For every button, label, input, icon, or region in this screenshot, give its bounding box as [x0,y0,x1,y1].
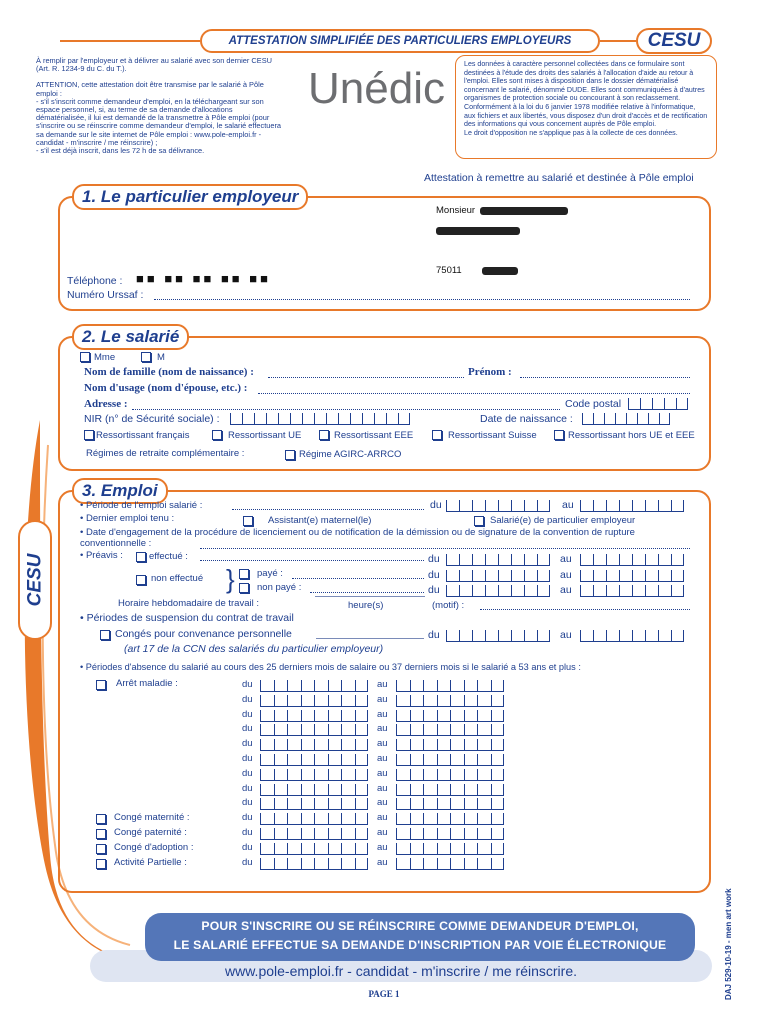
conges-du: du [428,629,440,641]
absence-du-date[interactable] [260,680,368,692]
conges-au: au [560,629,572,641]
absence-au-date[interactable] [396,754,504,766]
employer-monsieur: Monsieur [436,205,476,216]
art17-note: (art 17 de la CCN des salariés du particulier employeur) [124,643,384,655]
non-paye-au: au [560,584,572,596]
dernier-emploi-label: • Dernier emploi tenu : [80,513,175,524]
conges-convenance-label: Congés pour convenance personnelle [115,628,292,640]
prenom-label: Prénom : [468,366,512,378]
ressortissant-suisse-label: Ressortissant Suisse [448,430,537,441]
absence-au-date[interactable] [396,695,504,707]
non-paye-du-date[interactable] [446,585,550,597]
section-employee-title: 2. Le salarié [72,324,189,350]
suspension-text: Périodes de suspension du contrat de travail [86,612,294,624]
nom-usage-field[interactable] [258,393,690,394]
absence-au-label: au [377,768,388,779]
section-employer-title: 1. Le particulier employeur [72,184,308,210]
absence-du-date[interactable] [260,695,368,707]
document-code [715,800,735,1000]
absence-du-date[interactable] [260,858,368,870]
absence-au-label: au [377,783,388,794]
brace-icon: } [226,564,235,594]
redacted-address [436,227,520,235]
assistant-checkbox[interactable] [243,516,253,526]
urssaf-label: Numéro Urssaf : [67,289,144,301]
conge-maternite-checkbox[interactable] [96,814,106,824]
conges-du-date[interactable] [446,630,550,642]
periode-du-date[interactable] [446,500,550,512]
ressortissant-ue-checkbox[interactable] [212,430,222,440]
conge-paternite-label: Congé paternité : [114,827,187,838]
absence-au-date[interactable] [396,843,504,855]
absence-au-date[interactable] [396,680,504,692]
salarie-particulier-label: Salarié(e) de particulier employeur [490,515,636,526]
periode-text: Période de l'emploi salarié : [85,500,203,511]
nir-field[interactable] [230,413,410,425]
paye-au-date[interactable] [580,570,684,582]
employer-postal-code: 75011 [436,265,462,276]
nom-famille-label: Nom de famille (nom de naissance) : [84,366,254,378]
absence-au-date[interactable] [396,828,504,840]
activite-partielle-checkbox[interactable] [96,859,106,869]
absence-du-label: du [242,827,253,838]
absence-du-date[interactable] [260,754,368,766]
nir-label: NIR (n° de Sécurité sociale) : [84,413,220,425]
adresse-field[interactable] [132,409,560,410]
absence-au-date[interactable] [396,769,504,781]
absence-du-label: du [242,783,253,794]
effectue-du: du [428,553,440,565]
absence-au-label: au [377,694,388,705]
motif-field[interactable] [480,609,690,610]
ressortissant-eee-label: Ressortissant EEE [334,430,414,441]
unedic-logo: Unédic [308,64,445,113]
adresse-label: Adresse : [84,398,128,410]
absence-au-date[interactable] [396,739,504,751]
periode-au-date[interactable] [580,500,684,512]
section-employer [58,196,711,311]
intro-paragraph-1: À remplir par l'employeur et à délivrer au salarié avec son dernier CESU (Art. R. 1234-9 du C. du T.). [36,56,272,74]
absence-au-label: au [377,679,388,690]
nom-famille-field[interactable] [268,377,464,378]
ressortissant-francais-label: Ressortissant français [96,430,190,441]
absence-au-date[interactable] [396,710,504,722]
ressortissant-suisse-checkbox[interactable] [432,430,442,440]
urssaf-field[interactable] [154,299,690,300]
effectue-au-date[interactable] [580,554,684,566]
non-effectue-label: non effectué [151,573,204,584]
privacy-notice: Les données à caractère personnel collectées dans ce formulaire sont destinées à l'étude des droits des salariés à l'allocation d'aide au retour à l'emploi. Elles sont mises à disposition dans le dossier dématérialisé concernant le salarié, dénommé DUDE. Elles sont communiquées à d'autres organismes de protection sociale ou concourant à son reclassement. Conformément à la loi du 6 janvier 1978 modifiée relative à l'informatique, aux fichiers et aux libertés, vous disposez d'un droit d'accès et de rectification des informations qui vous concernent auprès de Pôle emploi. Le droit d'opposition ne s'applique pas à la collecte de ces données. [455,55,717,159]
absence-du-date[interactable] [260,724,368,736]
absence-du-label: du [242,694,253,705]
absence-du-date[interactable] [260,739,368,751]
periode-field[interactable] [232,509,424,510]
date-naissance-label: Date de naissance : [480,413,573,425]
absence-du-date[interactable] [260,843,368,855]
absence-text: Périodes d'absence du salarié au cours des 25 derniers mois de salaire ou 37 derniers mois si le salarié a 53 ans et plus : [85,662,581,672]
absence-au-label: au [377,857,388,868]
salarie-particulier-checkbox[interactable] [474,516,484,526]
absence-au-label: au [377,812,388,823]
footer-line-2: LE SALARIÉ EFFECTUE SA DEMANDE D'INSCRIPTION PAR VOIE ÉLECTRONIQUE [173,938,667,952]
absence-du-date[interactable] [260,798,368,810]
periode-du: du [430,499,442,511]
periode-label: • Période de l'emploi salarié : [80,500,203,511]
activite-partielle-label: Activité Partielle : [114,857,187,868]
date-engagement-label: • Date d'engagement de la procédure de licenciement ou de notification de la démission ou de signature de la convention de rupture conventionnelle : [80,527,635,549]
absence-du-label: du [242,857,253,868]
absence-au-date[interactable] [396,798,504,810]
header-line-left [60,40,200,42]
paye-label: payé : [257,568,283,579]
agirc-arrco-label: Régime AGIRC-ARRCO [299,449,402,460]
document-code-text: DAJ 529-10-19 - men art work [724,888,733,1000]
conges-convenance-checkbox[interactable] [100,630,110,640]
absence-au-date[interactable] [396,724,504,736]
absence-du-label: du [242,709,253,720]
non-paye-checkbox[interactable] [239,583,249,593]
date-engagement-text: Date d'engagement de la procédure de licenciement ou de notification de la démission ou de signature de la convention de rupture conventionnelle : [80,527,635,549]
agirc-arrco-checkbox[interactable] [285,450,295,460]
section-job-title: 3. Emploi [72,478,168,504]
periode-au: au [562,499,574,511]
absence-du-date[interactable] [260,710,368,722]
paye-au: au [560,569,572,581]
absence-du-label: du [242,842,253,853]
delivery-note: Attestation à remettre au salarié et destinée à Pôle emploi [424,172,694,184]
footer-line-1: POUR S'INSCRIRE OU SE RÉINSCRIRE COMME DEMANDEUR D'EMPLOI, [201,919,639,933]
non-paye-du: du [428,584,440,596]
page-number: PAGE 1 [368,989,400,999]
conge-adoption-label: Congé d'adoption : [114,842,194,853]
intro-paragraph-2: ATTENTION, cette attestation doit être transmise par le salarié à Pôle emploi : - s'il s'inscrit comme demandeur d'emploi, en la téléchargeant sur son espace personnel, si, au terme de sa demande d'allocations dématérialisée, il lui est demandé de la transmettre à Pôle emploi (pour s'inscrire ou se réinscrire comme demandeur d'emploi, le salarié effectuera sa demande sur le site internet de Pôle emploi : www.pole-emploi.fr - candidat - m'inscrire / me réinscrire) ; - s'il est déjà inscrit, dans les 72 h de sa délivrance. [36,80,282,156]
absence-du-label: du [242,812,253,823]
ressortissant-hors-ue-label: Ressortissant hors UE et EEE [568,430,695,441]
absence-du-label: du [242,797,253,808]
conges-au-date[interactable] [580,630,684,642]
arret-maladie-label: Arrêt maladie : [116,678,178,689]
dernier-emploi-text: Dernier emploi tenu : [85,513,175,524]
header-line-right [600,40,636,42]
effectue-label: effectué : [149,551,188,562]
m-checkbox[interactable] [141,352,151,362]
absence-du-date[interactable] [260,828,368,840]
non-paye-field[interactable] [310,592,424,593]
conge-paternite-checkbox[interactable] [96,829,106,839]
non-paye-label: non payé : [257,582,302,593]
mme-checkbox[interactable] [80,352,90,362]
prenom-field[interactable] [520,377,690,378]
effectue-au: au [560,553,572,565]
absence-du-label: du [242,679,253,690]
absence-du-date[interactable] [260,784,368,796]
paye-du-date[interactable] [446,570,550,582]
heures-label: heure(s) [348,600,384,611]
suspension-label: • Périodes de suspension du contrat de travail [80,612,294,624]
mme-label: Mme [94,352,116,363]
absence-au-label: au [377,842,388,853]
horaire-field[interactable] [315,596,425,597]
absence-du-label: du [242,738,253,749]
non-paye-au-date[interactable] [580,585,684,597]
date-engagement-field[interactable] [200,548,690,549]
absence-au-label: au [377,738,388,749]
paye-checkbox[interactable] [239,569,249,579]
side-cesu-logo [18,520,52,640]
absence-au-label: au [377,709,388,720]
side-cesu-text: CESU [24,553,46,607]
effectue-checkbox[interactable] [136,552,146,562]
form-title-banner: ATTESTATION SIMPLIFIÉE DES PARTICULIERS EMPLOYEURS [200,29,600,53]
intro-instructions [36,57,282,163]
date-naissance-field[interactable] [582,413,670,425]
arret-maladie-checkbox[interactable] [96,680,106,690]
effectue-du-date[interactable] [446,554,550,566]
ressortissant-francais-checkbox[interactable] [84,430,94,440]
regimes-label: Régimes de retraite complémentaire : [86,448,245,459]
conges-convenance-field[interactable] [316,638,424,639]
absence-au-date[interactable] [396,813,504,825]
footer-banner [145,913,695,961]
horaire-label: Horaire hebdomadaire de travail : [118,598,259,609]
absence-du-label: du [242,753,253,764]
effectue-field[interactable] [200,560,424,561]
absence-au-label: au [377,827,388,838]
code-postal-field[interactable] [628,398,688,410]
motif-label: (motif) : [432,600,465,611]
absence-au-label: au [377,723,388,734]
ressortissant-eee-checkbox[interactable] [319,430,329,440]
preavis-label: • Préavis : [80,550,123,561]
ressortissant-hors-ue-checkbox[interactable] [554,430,564,440]
assistant-label: Assistant(e) maternel(le) [268,515,372,526]
non-effectue-checkbox[interactable] [136,575,146,585]
redacted-city [482,267,518,275]
code-postal-label: Code postal [565,398,622,410]
absence-au-label: au [377,753,388,764]
absence-du-date[interactable] [260,769,368,781]
nom-usage-label: Nom d'usage (nom d'épouse, etc.) : [84,382,248,394]
m-label: M [157,352,165,363]
absence-du-date[interactable] [260,813,368,825]
absence-label: • Périodes d'absence du salarié au cours des 25 derniers mois de salaire ou 37 derniers mois si le salarié a 53 ans et plus : [80,662,581,672]
absence-au-date[interactable] [396,858,504,870]
conge-maternite-label: Congé maternité : [114,812,190,823]
redacted-name [480,207,568,215]
paye-field[interactable] [292,578,424,579]
footer-url[interactable]: www.pole-emploi.fr - candidat - m'inscrire / me réinscrire. [225,963,577,979]
ressortissant-ue-label: Ressortissant UE [228,430,302,441]
absence-au-date[interactable] [396,784,504,796]
conge-adoption-checkbox[interactable] [96,844,106,854]
paye-du: du [428,569,440,581]
absence-au-label: au [377,797,388,808]
telephone-value[interactable]: ■■ ■■ ■■ ■■ ■■ [136,271,271,286]
preavis-text: Préavis : [85,550,123,561]
absence-du-label: du [242,723,253,734]
telephone-label: Téléphone : [67,275,123,287]
absence-du-label: du [242,768,253,779]
cesu-logo: CESU [636,28,712,54]
